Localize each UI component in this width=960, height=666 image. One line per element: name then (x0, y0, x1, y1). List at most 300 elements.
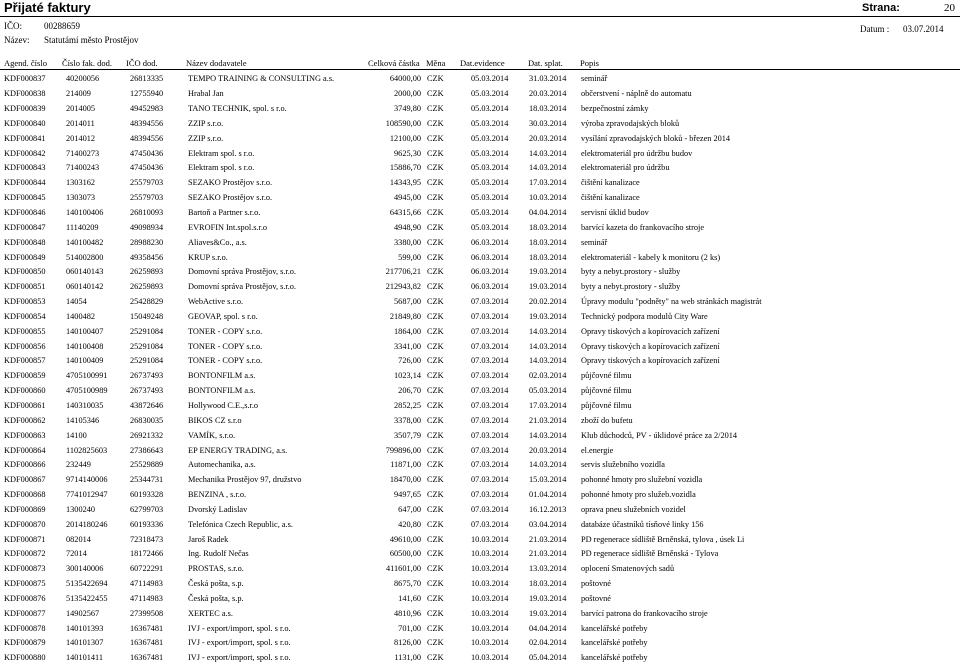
table-cell: CZK (427, 341, 444, 351)
table-cell: 10.03.2014 (471, 549, 509, 559)
table-cell: 14105346 (66, 415, 100, 425)
table-row (0, 146, 960, 161)
table-cell: Česká pošta, s.p. (188, 579, 244, 589)
table-cell: 2014011 (66, 118, 95, 128)
table-cell: Dvorský Ladislav (188, 504, 248, 514)
table-cell: 07.03.2014 (471, 490, 509, 500)
table-cell: KDF000847 (4, 222, 46, 232)
table-cell: 9497,65 (394, 490, 421, 500)
table-cell: 8675,70 (394, 579, 421, 589)
table-cell: 3341,00 (394, 341, 421, 351)
table-cell: 599,00 (398, 252, 421, 262)
table-cell: 47114983 (130, 579, 163, 589)
table-cell: 47114983 (130, 593, 163, 603)
table-cell: CZK (427, 193, 444, 203)
table-cell: 10.03.2014 (529, 193, 567, 203)
table-row (0, 250, 960, 265)
table-cell: 20.02.2014 (529, 297, 567, 307)
table-cell: 05.03.2014 (471, 118, 509, 128)
table-cell: 02.04.2014 (529, 638, 567, 648)
table-cell: 10.03.2014 (471, 608, 509, 618)
table-cell: 49098934 (130, 222, 164, 232)
table-cell: 07.03.2014 (471, 415, 509, 425)
table-cell: 647,00 (398, 504, 421, 514)
table-cell: 30.03.2014 (529, 118, 567, 128)
table-cell: 05.03.2014 (529, 386, 567, 396)
table-cell: 1303162 (66, 178, 96, 188)
table-cell: TONER - COPY s.r.o. (188, 341, 263, 351)
table-row (0, 191, 960, 206)
table-cell: CZK (427, 133, 444, 143)
name-value: Statutámí město Prostějov (44, 35, 139, 45)
table-cell: 14.03.2014 (529, 460, 567, 470)
table-cell: CZK (427, 519, 444, 529)
table-cell: CZK (427, 311, 444, 321)
table-cell: CZK (427, 326, 444, 336)
table-cell: 25529889 (130, 460, 164, 470)
table-cell: 3378,00 (394, 415, 421, 425)
table-cell: 217706,21 (385, 267, 421, 277)
table-cell: 47450436 (130, 148, 164, 158)
table-cell: KDF000880 (4, 653, 46, 663)
table-cell: KDF000853 (4, 297, 46, 307)
table-cell: barvící kazeta do frankovacího stroje (581, 222, 705, 232)
table-cell: seminář (581, 74, 608, 84)
table-row (0, 102, 960, 117)
table-cell: kancelářské potřeby (581, 653, 648, 663)
table-cell: 27399508 (130, 608, 164, 618)
page-label: Strana: (862, 2, 900, 14)
table-cell: CZK (427, 297, 444, 307)
table-row (0, 72, 960, 87)
table-cell: 140100408 (66, 341, 104, 351)
table-cell: Domovní správa Prostějov, s.r.o. (188, 282, 297, 292)
table-cell: 07.03.2014 (471, 519, 509, 529)
table-cell: el.energie (581, 445, 614, 455)
table-row (0, 265, 960, 280)
table-cell: 4810,96 (394, 608, 421, 618)
table-cell: vysílání zpravodajských bloků - březen 2014 (581, 133, 731, 143)
table-cell: ZZIP s.r.o. (188, 118, 224, 128)
table-cell: 19.03.2014 (529, 593, 567, 603)
table-cell: CZK (427, 430, 444, 440)
table-row (0, 458, 960, 473)
table-cell: CZK (427, 89, 444, 99)
table-cell: 8126,00 (394, 638, 421, 648)
table-cell: 27386643 (130, 445, 164, 455)
ico-label: IČO: (4, 21, 22, 31)
table-cell: Mechanika Prostějov 97, družstvo (188, 475, 302, 485)
table-cell: 14343,95 (389, 178, 421, 188)
date-value: 03.07.2014 (903, 24, 944, 34)
table-cell: 1023,14 (394, 371, 421, 381)
table-cell: 21.03.2014 (529, 549, 567, 559)
table-row (0, 399, 960, 414)
table-row (0, 235, 960, 250)
table-cell: PD regenerace sídliště Brněnská, tylova , úsek Li (581, 534, 745, 544)
table-row (0, 473, 960, 488)
table-cell: TANO TECHNIK, spol. s r.o. (188, 104, 287, 114)
table-cell: poštovné (581, 579, 611, 589)
table-cell: KDF000856 (4, 341, 46, 351)
table-cell: 232449 (66, 460, 91, 470)
table-cell: 11140209 (66, 222, 99, 232)
ico-value: 00288659 (44, 21, 80, 31)
table-cell: 07.03.2014 (471, 504, 509, 514)
date-label: Datum : (860, 24, 890, 34)
table-cell: 411601,00 (386, 564, 421, 574)
table-cell: 2852,25 (394, 400, 421, 410)
table-cell: 701,00 (398, 623, 421, 633)
table-row (0, 443, 960, 458)
column-header: Celková částka (368, 58, 420, 68)
table-cell: 07.03.2014 (471, 371, 509, 381)
table-cell: 140101411 (66, 653, 104, 663)
table-cell: 72014 (66, 549, 87, 559)
table-row (0, 280, 960, 295)
table-cell: 060140142 (66, 282, 104, 292)
table-cell: KDF000861 (4, 400, 46, 410)
table-row (0, 517, 960, 532)
table-cell: 21.03.2014 (529, 415, 567, 425)
table-cell: 108590,00 (385, 118, 421, 128)
table-cell: 5135422455 (66, 593, 108, 603)
table-cell: Technický podpora modulů City Ware (581, 311, 708, 321)
table-cell: 14.03.2014 (529, 148, 567, 158)
table-cell: CZK (427, 252, 444, 262)
table-cell: CZK (427, 623, 444, 633)
table-cell: pohonné hmoty pro služeb.vozidla (581, 490, 696, 500)
table-cell: 26259893 (130, 267, 164, 277)
table-cell: 9714140006 (66, 475, 108, 485)
column-header: IČO dod. (126, 58, 158, 68)
table-cell: Telefónica Czech Republic, a.s. (188, 519, 293, 529)
table-row (0, 621, 960, 636)
table-cell: 11871,00 (390, 460, 421, 470)
table-cell: 10.03.2014 (471, 653, 509, 663)
table-cell: 20.03.2014 (529, 445, 567, 455)
table-cell: 10.03.2014 (471, 593, 509, 603)
table-cell: CZK (427, 475, 444, 485)
table-cell: KDF000860 (4, 386, 46, 396)
table-cell: 47450436 (130, 163, 164, 173)
table-cell: 141,60 (398, 593, 421, 603)
table-cell: 18.03.2014 (529, 237, 567, 247)
table-cell: 48394556 (130, 133, 164, 143)
table-cell: 21.03.2014 (529, 534, 567, 544)
table-cell: CZK (427, 237, 444, 247)
table-cell: GEOVAP, spol. s r.o. (188, 311, 258, 321)
column-header: Popis (580, 58, 599, 68)
table-cell: 5687,00 (394, 297, 421, 307)
table-cell: 26259893 (130, 282, 164, 292)
table-cell: 1400482 (66, 311, 96, 321)
table-cell: KDF000878 (4, 623, 46, 633)
table-cell: 25344731 (130, 475, 164, 485)
table-cell: CZK (427, 653, 444, 663)
table-cell: 01.04.2014 (529, 490, 567, 500)
table-cell: CZK (427, 593, 444, 603)
table-row (0, 502, 960, 517)
table-cell: 40200056 (66, 74, 100, 84)
table-cell: 140100482 (66, 237, 104, 247)
table-cell: KDF000845 (4, 193, 46, 203)
table-cell: 12100,00 (389, 133, 421, 143)
column-header: Dat.evidence (460, 58, 505, 68)
table-cell: EP ENERGY TRADING, a.s. (188, 445, 288, 455)
table-row (0, 577, 960, 592)
table-cell: 07.03.2014 (471, 326, 509, 336)
table-cell: 212943,82 (385, 282, 421, 292)
table-cell: 15049248 (130, 311, 164, 321)
table-cell: servis služebního vozidla (581, 460, 665, 470)
table-cell: 2000,00 (394, 89, 421, 99)
table-cell: BENZINA , s.r.o. (188, 490, 247, 500)
table-cell: CZK (427, 534, 444, 544)
table-cell: Ing. Rudolf Nečas (188, 549, 249, 559)
table-cell: Jaroš Radek (188, 534, 229, 544)
table-cell: 2014012 (66, 133, 96, 143)
table-cell: oprava pneu služebních vozidel (581, 504, 686, 514)
table-cell: 07.03.2014 (471, 356, 509, 366)
table-cell: 140100407 (66, 326, 104, 336)
table-cell: 07.03.2014 (471, 341, 509, 351)
table-cell: CZK (427, 579, 444, 589)
table-cell: seminář (581, 237, 608, 247)
table-cell: 71400273 (66, 148, 100, 158)
table-cell: 13.03.2014 (529, 564, 567, 574)
table-cell: KDF000841 (4, 133, 46, 143)
table-cell: 02.03.2014 (529, 371, 567, 381)
table-cell: KDF000862 (4, 415, 46, 425)
table-cell: 31.03.2014 (529, 74, 567, 84)
table-cell: 05.03.2014 (471, 222, 509, 232)
table-cell: byty a nebyt.prostory - služby (581, 282, 681, 292)
table-cell: 10.03.2014 (471, 623, 509, 633)
table-cell: čištění kanalizace (581, 178, 640, 188)
table-cell: byty a nebyt.prostory - služby (581, 267, 681, 277)
table-cell: 4705100989 (66, 386, 108, 396)
table-cell: výroba zpravodajských bloků (581, 118, 680, 128)
page-number: 20 (944, 2, 955, 14)
table-cell: Opravy tiskových a kopírovacích zařízení (581, 341, 720, 351)
table-cell: 10.03.2014 (471, 638, 509, 648)
table-cell: 07.03.2014 (471, 311, 509, 321)
table-cell: 1303073 (66, 193, 96, 203)
table-cell: barvící patrona do frankovacího stroje (581, 608, 708, 618)
table-cell: CZK (427, 282, 444, 292)
table-row (0, 428, 960, 443)
table-cell: 26737493 (130, 386, 164, 396)
table-cell: KDF000863 (4, 430, 46, 440)
table-cell: KDF000846 (4, 208, 46, 218)
table-cell: Klub důchodců, PV - úklidové práce za 2/2014 (581, 430, 738, 440)
table-cell: 10.03.2014 (471, 564, 509, 574)
table-cell: 14.03.2014 (529, 341, 567, 351)
table-cell: CZK (427, 549, 444, 559)
table-cell: CZK (427, 490, 444, 500)
table-cell: elektromateriál pro údržbu (581, 163, 670, 173)
table-row (0, 488, 960, 503)
table-cell: KDF000868 (4, 490, 46, 500)
table-cell: 2014180246 (66, 519, 108, 529)
table-row (0, 562, 960, 577)
table-cell: 26813335 (130, 74, 164, 84)
table-cell: CZK (427, 118, 444, 128)
table-row (0, 636, 960, 651)
table-cell: 72318473 (130, 534, 164, 544)
table-cell: TONER - COPY s.r.o. (188, 326, 263, 336)
table-cell: 05.03.2014 (471, 163, 509, 173)
table-row (0, 206, 960, 221)
table-cell: 18172466 (130, 549, 164, 559)
table-cell: 07.03.2014 (471, 297, 509, 307)
table-cell: KDF000873 (4, 564, 46, 574)
table-cell: 14100 (66, 430, 87, 440)
table-cell: 05.03.2014 (471, 89, 509, 99)
table-cell: Úpravy modulu "podněty" na web stránkách magistrát (581, 297, 762, 307)
table-cell: TONER - COPY s.r.o. (188, 356, 263, 366)
table-cell: SEZAKO Prostějov s.r.o. (188, 193, 273, 203)
table-cell: CZK (427, 638, 444, 648)
column-header: Agend. číslo (4, 58, 47, 68)
table-cell: KDF000851 (4, 282, 46, 292)
table-cell: 18470,00 (389, 475, 421, 485)
table-cell: CZK (427, 356, 444, 366)
table-cell: 1131,00 (394, 653, 421, 663)
table-cell: Elektram spol. s r.o. (188, 148, 255, 158)
table-cell: 04.04.2014 (529, 208, 567, 218)
table-cell: 03.04.2014 (529, 519, 567, 529)
table-cell: PD regenerace sídliště Brněnská - Tylova (581, 549, 719, 559)
table-row (0, 176, 960, 191)
column-header: Číslo fak. dod. (62, 58, 113, 68)
table-cell: 214009 (66, 89, 91, 99)
table-cell: 19.03.2014 (529, 311, 567, 321)
table-cell: 62799703 (130, 504, 164, 514)
table-cell: 140101307 (66, 638, 104, 648)
table-cell: 19.03.2014 (529, 267, 567, 277)
table-cell: 05.03.2014 (471, 148, 509, 158)
table-cell: 25428829 (130, 297, 164, 307)
table-cell: 1102825603 (66, 445, 108, 455)
table-cell: čištění kanalizace (581, 193, 640, 203)
table-cell: EVROFIN Int.spol.s.r.o (188, 222, 268, 232)
table-cell: 140100409 (66, 356, 104, 366)
table-row (0, 592, 960, 607)
table-cell: 07.03.2014 (471, 445, 509, 455)
table-cell: Opravy tiskových a kopírovacích zařízení (581, 326, 720, 336)
table-row (0, 547, 960, 562)
column-header: Dat. splat. (528, 58, 563, 68)
table-cell: 71400243 (66, 163, 100, 173)
table-cell: Česká pošta, s.p. (188, 593, 244, 603)
table-cell: KDF000848 (4, 237, 46, 247)
column-header: Název dodavatele (186, 58, 247, 68)
table-cell: 14.03.2014 (529, 430, 567, 440)
table-cell: 49452983 (130, 104, 164, 114)
table-cell: Domovní správa Prostějov, s.r.o. (188, 267, 297, 277)
table-cell: BIKOS CZ s.r.o (188, 415, 242, 425)
table-cell: TEMPO TRAINING & CONSULTING a.s. (188, 74, 335, 84)
table-cell: 5135422694 (66, 579, 108, 589)
table-cell: KDF000872 (4, 549, 46, 559)
table-cell: 15.03.2014 (529, 475, 567, 485)
table-cell: 9625,30 (394, 148, 421, 158)
table-cell: ZZIP s.r.o. (188, 133, 224, 143)
table-row (0, 413, 960, 428)
table-cell: 140101393 (66, 623, 104, 633)
table-cell: 060140143 (66, 267, 104, 277)
table-cell: 43872646 (130, 400, 164, 410)
invoice-table (0, 72, 960, 666)
table-cell: 26921332 (130, 430, 164, 440)
table-cell: 07.03.2014 (471, 430, 509, 440)
table-cell: CZK (427, 415, 444, 425)
table-cell: CZK (427, 504, 444, 514)
table-cell: CZK (427, 222, 444, 232)
table-cell: 514002800 (66, 252, 104, 262)
table-cell: 16367481 (130, 638, 164, 648)
table-cell: CZK (427, 400, 444, 410)
table-row (0, 384, 960, 399)
table-cell: 140310035 (66, 400, 104, 410)
table-cell: Hrabal Jan (188, 89, 224, 99)
table-cell: kancelářské potřeby (581, 623, 648, 633)
table-cell: 60722291 (130, 564, 164, 574)
table-cell: zboží do bufetu (581, 415, 633, 425)
table-cell: 26830035 (130, 415, 164, 425)
table-cell: CZK (427, 208, 444, 218)
table-cell: 16367481 (130, 653, 164, 663)
table-cell: 15886,70 (389, 163, 421, 173)
table-cell: 17.03.2014 (529, 178, 567, 188)
table-row (0, 310, 960, 325)
table-cell: KDF000876 (4, 593, 46, 603)
table-cell: 4705100991 (66, 371, 108, 381)
table-row (0, 324, 960, 339)
table-cell: KDF000870 (4, 519, 46, 529)
table-cell: CZK (427, 371, 444, 381)
table-cell: CZK (427, 267, 444, 277)
table-cell: bezpečnostní zámky (581, 104, 649, 114)
header-divider (0, 16, 960, 17)
table-cell: Elektram spol. s r.o. (188, 163, 255, 173)
table-row (0, 339, 960, 354)
table-cell: KDF000875 (4, 579, 46, 589)
table-cell: 05.03.2014 (471, 133, 509, 143)
table-cell: CZK (427, 148, 444, 158)
table-cell: 25291084 (130, 356, 164, 366)
table-cell: 04.04.2014 (529, 623, 567, 633)
table-cell: 082014 (66, 534, 91, 544)
name-label: Název: (4, 35, 30, 45)
table-cell: KDF000850 (4, 267, 46, 277)
table-cell: 300140006 (66, 564, 104, 574)
table-cell: 18.03.2014 (529, 252, 567, 262)
table-row (0, 606, 960, 621)
table-cell: 14.03.2014 (529, 356, 567, 366)
table-cell: 60193328 (130, 490, 164, 500)
table-cell: CZK (427, 104, 444, 114)
table-row (0, 295, 960, 310)
table-cell: 140100406 (66, 208, 104, 218)
table-cell: CZK (427, 460, 444, 470)
table-cell: 05.03.2014 (471, 193, 509, 203)
table-cell: 3380,00 (394, 237, 421, 247)
table-cell: 26810093 (130, 208, 164, 218)
table-row (0, 532, 960, 547)
